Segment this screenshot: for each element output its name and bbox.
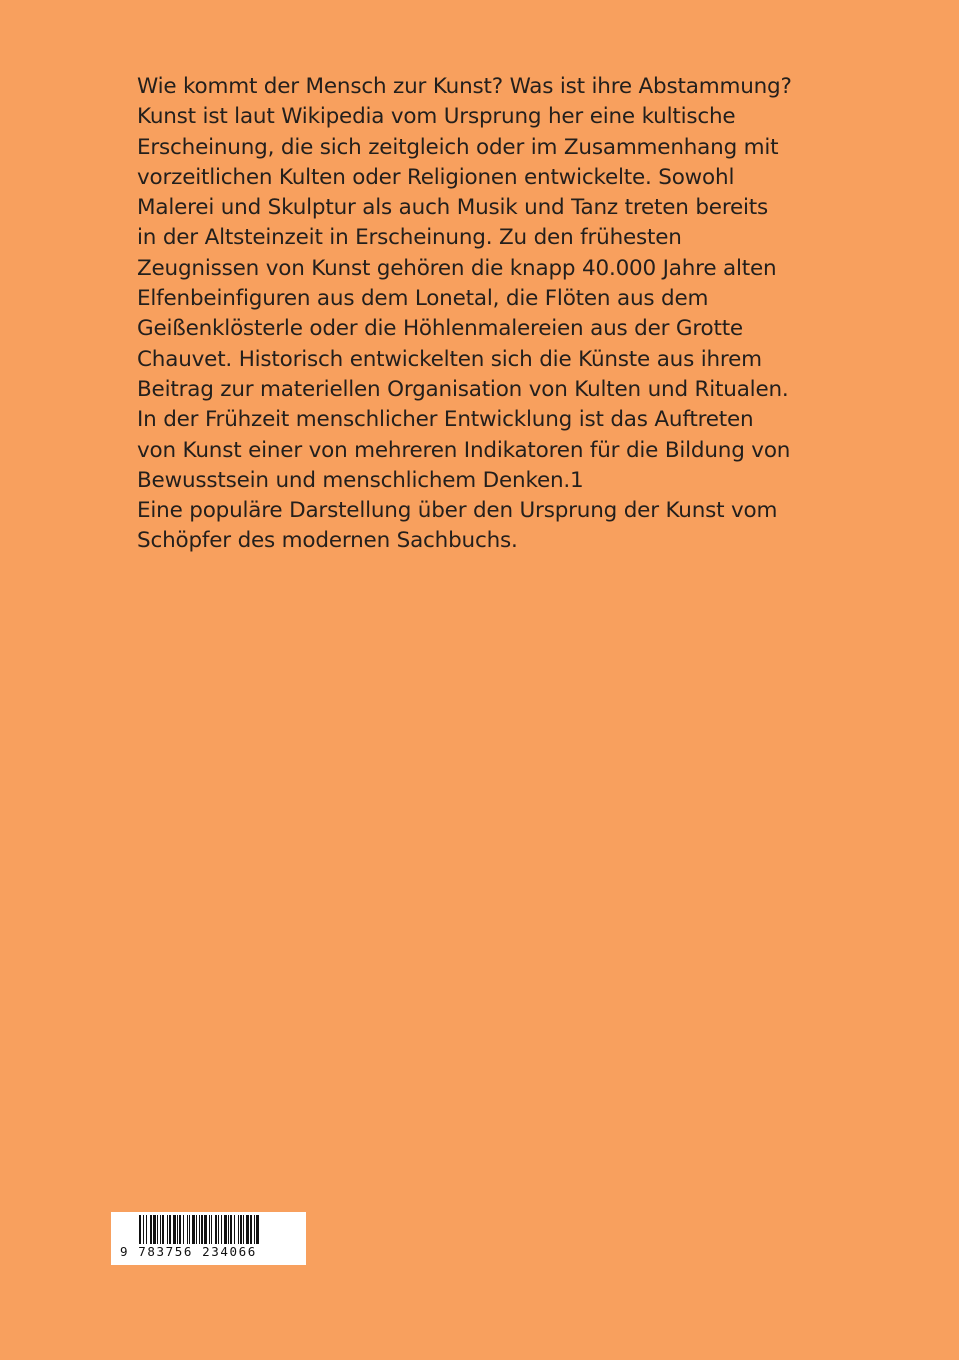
blurb-line: Geißenklösterle oder die Höhlenmalereien aus der Grotte — [137, 316, 743, 342]
barcode-bar — [143, 1215, 144, 1244]
blurb-line: Eine populäre Darstellung über den Ursprung der Kunst vom — [137, 498, 778, 524]
barcode-bar — [256, 1215, 259, 1244]
barcode-bar — [179, 1215, 181, 1244]
barcode-bar — [162, 1215, 164, 1244]
blurb-line: von Kunst einer von mehreren Indikatoren für die Bildung von — [137, 437, 791, 463]
barcode-bar — [139, 1215, 141, 1244]
barcode-bar — [173, 1215, 176, 1244]
barcode-bar — [160, 1215, 161, 1244]
barcode-bar — [201, 1215, 203, 1244]
blurb-line: Zeugnissen von Kunst gehören die knapp 40.000 Jahre alten — [137, 255, 777, 281]
barcode-bar — [218, 1215, 219, 1244]
isbn-number: 9 783756 234066 — [120, 1244, 257, 1259]
barcode-bar — [250, 1215, 252, 1244]
barcode-bar — [150, 1215, 152, 1244]
barcode-bar — [153, 1215, 156, 1244]
barcode-bar — [183, 1215, 184, 1244]
barcode-bar — [196, 1215, 197, 1244]
barcode-bar — [254, 1215, 255, 1244]
barcode-bar — [192, 1215, 195, 1244]
barcode-bar — [211, 1215, 212, 1244]
back-cover-blurb — [137, 72, 827, 557]
barcode-bar — [234, 1215, 235, 1244]
barcode-bar — [204, 1215, 207, 1244]
blurb-line: Kunst ist laut Wikipedia vom Ursprung her eine kultische — [137, 104, 736, 130]
barcode-bar — [187, 1215, 188, 1244]
barcode-bar — [240, 1215, 242, 1244]
barcode-bar — [189, 1215, 190, 1244]
blurb-line: Malerei und Skulptur als auch Musik und Tanz treten bereits — [137, 195, 769, 221]
isbn-barcode — [111, 1212, 306, 1265]
blurb-line: Erscheinung, die sich zeitgleich oder im Zusammenhang mit — [137, 134, 779, 160]
blurb-line: Wie kommt der Mensch zur Kunst? Was ist ihre Abstammung? — [137, 74, 792, 99]
barcode-bar — [167, 1215, 168, 1244]
barcode-bar — [169, 1215, 171, 1244]
barcode-bar — [209, 1215, 210, 1244]
blurb-line: in der Altsteinzeit in Erscheinung. Zu den frühesten — [137, 225, 682, 251]
blurb-line: In der Frühzeit menschlicher Entwicklung ist das Auftreten — [137, 407, 754, 433]
barcode-bar — [177, 1215, 178, 1244]
barcode-bar — [221, 1215, 222, 1244]
barcode-bar — [243, 1215, 244, 1244]
barcode-bar — [228, 1215, 229, 1244]
barcode-bar — [224, 1215, 227, 1244]
barcode-bar — [215, 1215, 217, 1244]
barcode-bar — [199, 1215, 200, 1244]
barcode-bar — [146, 1215, 147, 1244]
blurb-line: Chauvet. Historisch entwickelten sich die Künste aus ihrem — [137, 346, 762, 372]
blurb-line: Bewusstsein und menschlichem Denken.1 — [137, 467, 584, 493]
barcode-bar — [157, 1215, 158, 1244]
barcode-bar — [230, 1215, 232, 1244]
blurb-line: vorzeitlichen Kulten oder Religionen entwickelte. Sowohl — [137, 164, 735, 190]
blurb-line: Elfenbeinfiguren aus dem Lonetal, die Flöten aus dem — [137, 286, 709, 312]
blurb-line: Schöpfer des modernen Sachbuchs. — [137, 528, 518, 554]
barcode-bar — [238, 1215, 239, 1244]
blurb-line: Beitrag zur materiellen Organisation von Kulten und Ritualen. — [137, 376, 789, 402]
barcode-bar — [246, 1215, 249, 1244]
